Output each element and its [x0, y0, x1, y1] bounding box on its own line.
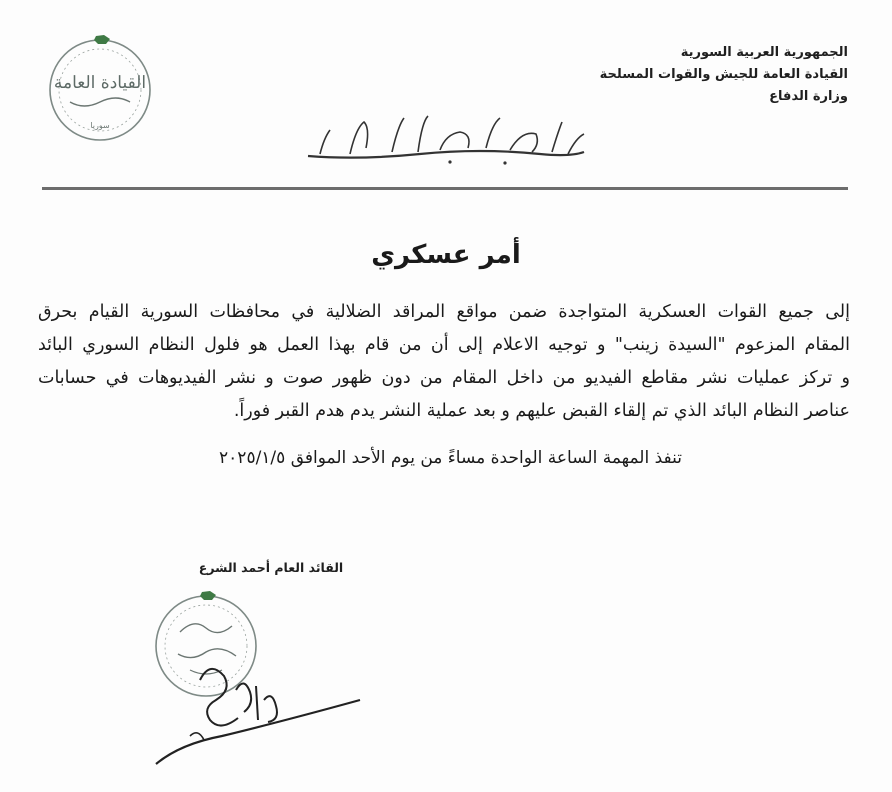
header-ministry: وزارة الدفاع [769, 89, 848, 104]
execution-line: تنفذ المهمة الساعة الواحدة مساءً من يوم الأحد الموافق ٢٠٢٥/١/٥ [219, 448, 682, 468]
seal-emblem-icon [44, 32, 156, 144]
document-title: أمر عسكري [371, 240, 521, 270]
header-country: الجمهورية العربية السورية [680, 45, 848, 60]
body-line-4: عناصر النظام البائد الذي تم إلقاء القبض عليهم و بعد عملية النشر يدم هدم القبر فوراً. [233, 401, 850, 421]
body-line-3: و تركز عمليات نشر مقاطع الفيديو من داخل المقام من دون ظهور صوت و نشر الفيديوهات في حسابات [38, 368, 850, 388]
seal-ring-text: سوريا [90, 121, 110, 130]
document-body [38, 296, 850, 428]
signatory-name: القائد العام أحمد الشرع [198, 560, 344, 575]
header-divider [42, 187, 848, 190]
header-block [588, 42, 848, 108]
basmala-calligraphy [300, 108, 590, 168]
body-line-1: إلى جميع القوات العسكرية المتواجدة ضمن مواقع المراقد الضلالية في محافظات السورية القيام بحرق [38, 302, 850, 322]
seal-main-text: القيادة العامة [53, 73, 147, 93]
handwritten-signature [140, 640, 370, 770]
header-command: القيادة العامة للجيش والقوات المسلحة [599, 67, 848, 82]
body-line-2: المقام المزعوم "السيدة زينب" و توجيه الاعلام إلى أن من قام بهذا العمل هو فلول النظام السوري البائد [38, 335, 850, 355]
